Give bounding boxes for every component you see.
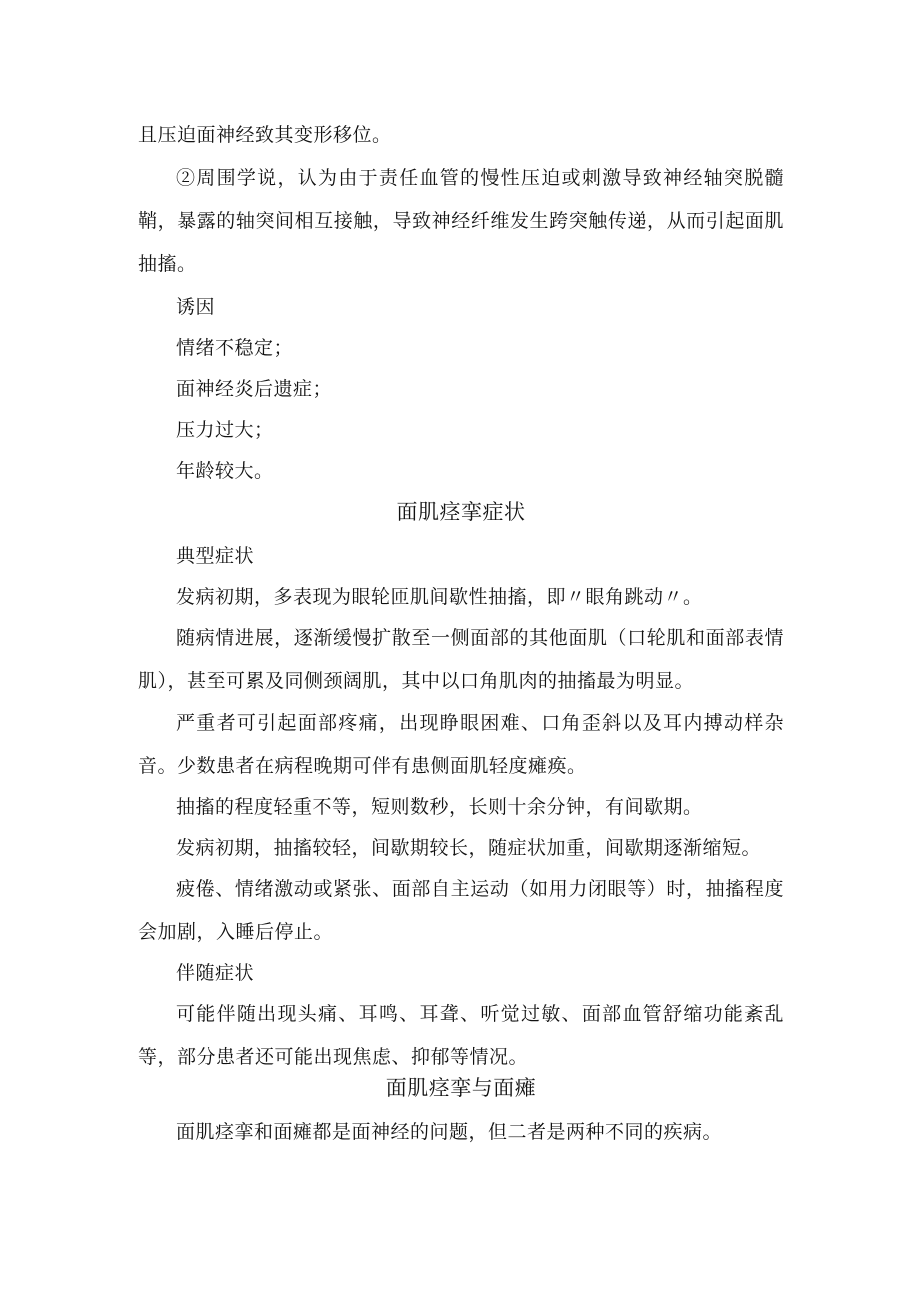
paragraph-accompanying-label: 伴随症状 bbox=[176, 962, 255, 984]
paragraph-severe: 严重者可引起面部疼痛，出现睁眼困难、口角歪斜以及耳内搏动样杂音。少数患者在病程晚期可伴有患侧面肌轻度瘫痪。 bbox=[138, 712, 784, 777]
paragraph-triggers: 疲倦、情绪激动或紧张、面部自主运动（如用力闭眼等）时，抽搐程度会加剧，入睡后停止。 bbox=[138, 878, 784, 943]
paragraph-cause-stress: 压力过大； bbox=[176, 419, 274, 441]
paragraph-cause-age: 年龄较大。 bbox=[176, 460, 274, 482]
paragraph-peripheral-theory: ②周围学说，认为由于责任血管的慢性压迫或刺激导致神经轴突脱髓鞘，暴露的轴突间相互接触，导致神经纤维发生跨突触传递，从而引起面肌抽搐。 bbox=[138, 167, 784, 275]
paragraph-interval: 发病初期，抽搐较轻，间歇期较长，随症状加重，间歇期逐渐缩短。 bbox=[176, 837, 762, 859]
paragraph-accompanying: 可能伴随出现头痛、耳鸣、耳聋、听觉过敏、面部血管舒缩功能紊乱等，部分患者还可能出现焦虑、抑郁等情况。 bbox=[138, 1003, 784, 1068]
paragraph-cause-neuritis: 面神经炎后遗症； bbox=[176, 378, 333, 400]
paragraph-causes-label: 诱因 bbox=[176, 296, 216, 318]
paragraph-progression: 随病情进展，逐渐缓慢扩散至一侧面部的其他面肌（口轮肌和面部表情肌），甚至可累及同侧颈阔肌，其中以口角肌肉的抽搐最为明显。 bbox=[138, 627, 784, 692]
section-title-symptoms: 面肌痉挛症状 bbox=[396, 500, 526, 524]
paragraph-comparison: 面肌痉挛和面瘫都是面神经的问题，但二者是两种不同的疾病。 bbox=[176, 1121, 723, 1143]
paragraph-cause-emotion: 情绪不稳定； bbox=[176, 337, 294, 359]
paragraph-degree: 抽搐的程度轻重不等，短则数秒，长则十余分钟，有间歇期。 bbox=[176, 796, 703, 818]
paragraph-typical-label: 典型症状 bbox=[176, 545, 255, 567]
paragraph-early-symptom: 发病初期，多表现为眼轮匝肌间歇性抽搐，即〃眼角跳动〃。 bbox=[176, 586, 703, 608]
paragraph-continuation: 且压迫面神经致其变形移位。 bbox=[138, 124, 392, 146]
section-title-comparison: 面肌痉挛与面瘫 bbox=[385, 1076, 537, 1100]
